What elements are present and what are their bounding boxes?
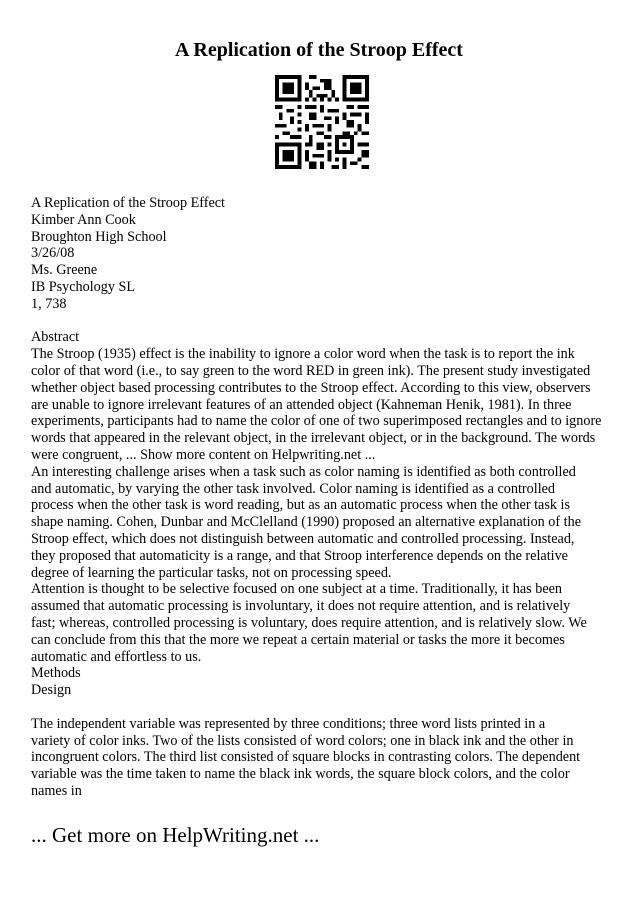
paragraph-line: Attention is thought to be selective focused on one subject at a time. Traditionally, it has been	[31, 581, 563, 598]
abstract-line: color of that word (i.e., to say green to the word RED in green ink). The present study investigated	[31, 362, 591, 379]
header-line: A Replication of the Stroop Effect	[31, 195, 225, 211]
get-more-link[interactable]: ... Get more on HelpWriting.net ...	[31, 823, 320, 847]
abstract-line: The Stroop (1935) effect is the inability to ignore a color word when the task is to report the ink	[31, 346, 575, 363]
abstract-line: are unable to ignore irrelevant features of an attended object (Kahneman Henik, 1981). In three	[31, 396, 572, 413]
abstract-line: words that appeared in the relevant object, in the irrelevant object, or in the background. The words	[31, 430, 596, 447]
paragraph-line: variable was the time taken to name the black ink words, the square block colors, and the color	[31, 766, 570, 783]
paragraph-line: degree of learning the particular tasks, not on processing speed.	[31, 564, 392, 581]
abstract-line: were congruent, ... Show more content on Helpwriting.net ...	[31, 446, 376, 463]
paragraph-line: assumed that automatic processing is involuntary, it does not require attention, and is relatively	[31, 598, 571, 615]
paragraph-line: An interesting challenge arises when a task such as color naming is identified as both controlled	[31, 463, 576, 480]
date-line: 3/26/08	[31, 245, 75, 262]
teacher-line: Ms. Greene	[31, 262, 98, 279]
paragraph-line: can conclude from this that the more we repeat a certain material or tasks the more it becomes	[31, 631, 565, 648]
school-line: Broughton High School	[31, 228, 167, 245]
paragraph-gap	[31, 699, 621, 716]
paragraph-line: names in	[31, 782, 82, 799]
paragraph-line: and automatic, by varying the other task involved. Color naming is identified as a controlled	[31, 480, 556, 497]
paragraph-line: variety of color inks. Two of the lists consisted of word colors; one in black ink and the other in	[31, 732, 574, 749]
course-line: IB Psychology SL	[31, 278, 136, 295]
document-body	[31, 195, 621, 800]
qr-code-icon	[275, 75, 369, 169]
paragraph-line: fast; whereas, controlled processing is voluntary, does require attention, and is relatively slow. We	[31, 614, 587, 631]
paragraph-line: process when the other task is word reading, but as an automatic process when the other task is	[31, 497, 570, 514]
abstract-line: experiments, participants had to name the color of one of two superimposed rectangles and to ignore	[31, 413, 602, 430]
methods-heading: Methods	[31, 665, 81, 682]
paragraph-gap	[31, 313, 621, 330]
paragraph-line: shape naming. Cohen, Dunbar and McClelland (1990) proposed an alternative explanation of the	[31, 514, 582, 531]
paragraph-line: automatic and effortless to us.	[31, 648, 202, 665]
paragraph-line: Stroop effect, which does not distinguish between automatic and controlled processing. Instead,	[31, 530, 575, 547]
paragraph-line: they proposed that automaticity is a range, and that Stroop interference depends on the relative	[31, 547, 568, 564]
abstract-line: whether object based processing contributes to the Stroop effect. According to this view, observers	[31, 379, 591, 396]
paragraph-line: incongruent colors. The third list consisted of square blocks in contrasting colors. The dependent	[31, 749, 581, 766]
abstract-heading: Abstract	[31, 329, 80, 346]
design-heading: Design	[31, 682, 72, 699]
document-title: A Replication of the Stroop Effect	[175, 39, 463, 61]
paragraph-line: The independent variable was represented by three conditions; three word lists printed in a	[31, 715, 546, 732]
word-count-line: 1, 738	[31, 295, 67, 312]
author-line: Kimber Ann Cook	[31, 211, 136, 228]
